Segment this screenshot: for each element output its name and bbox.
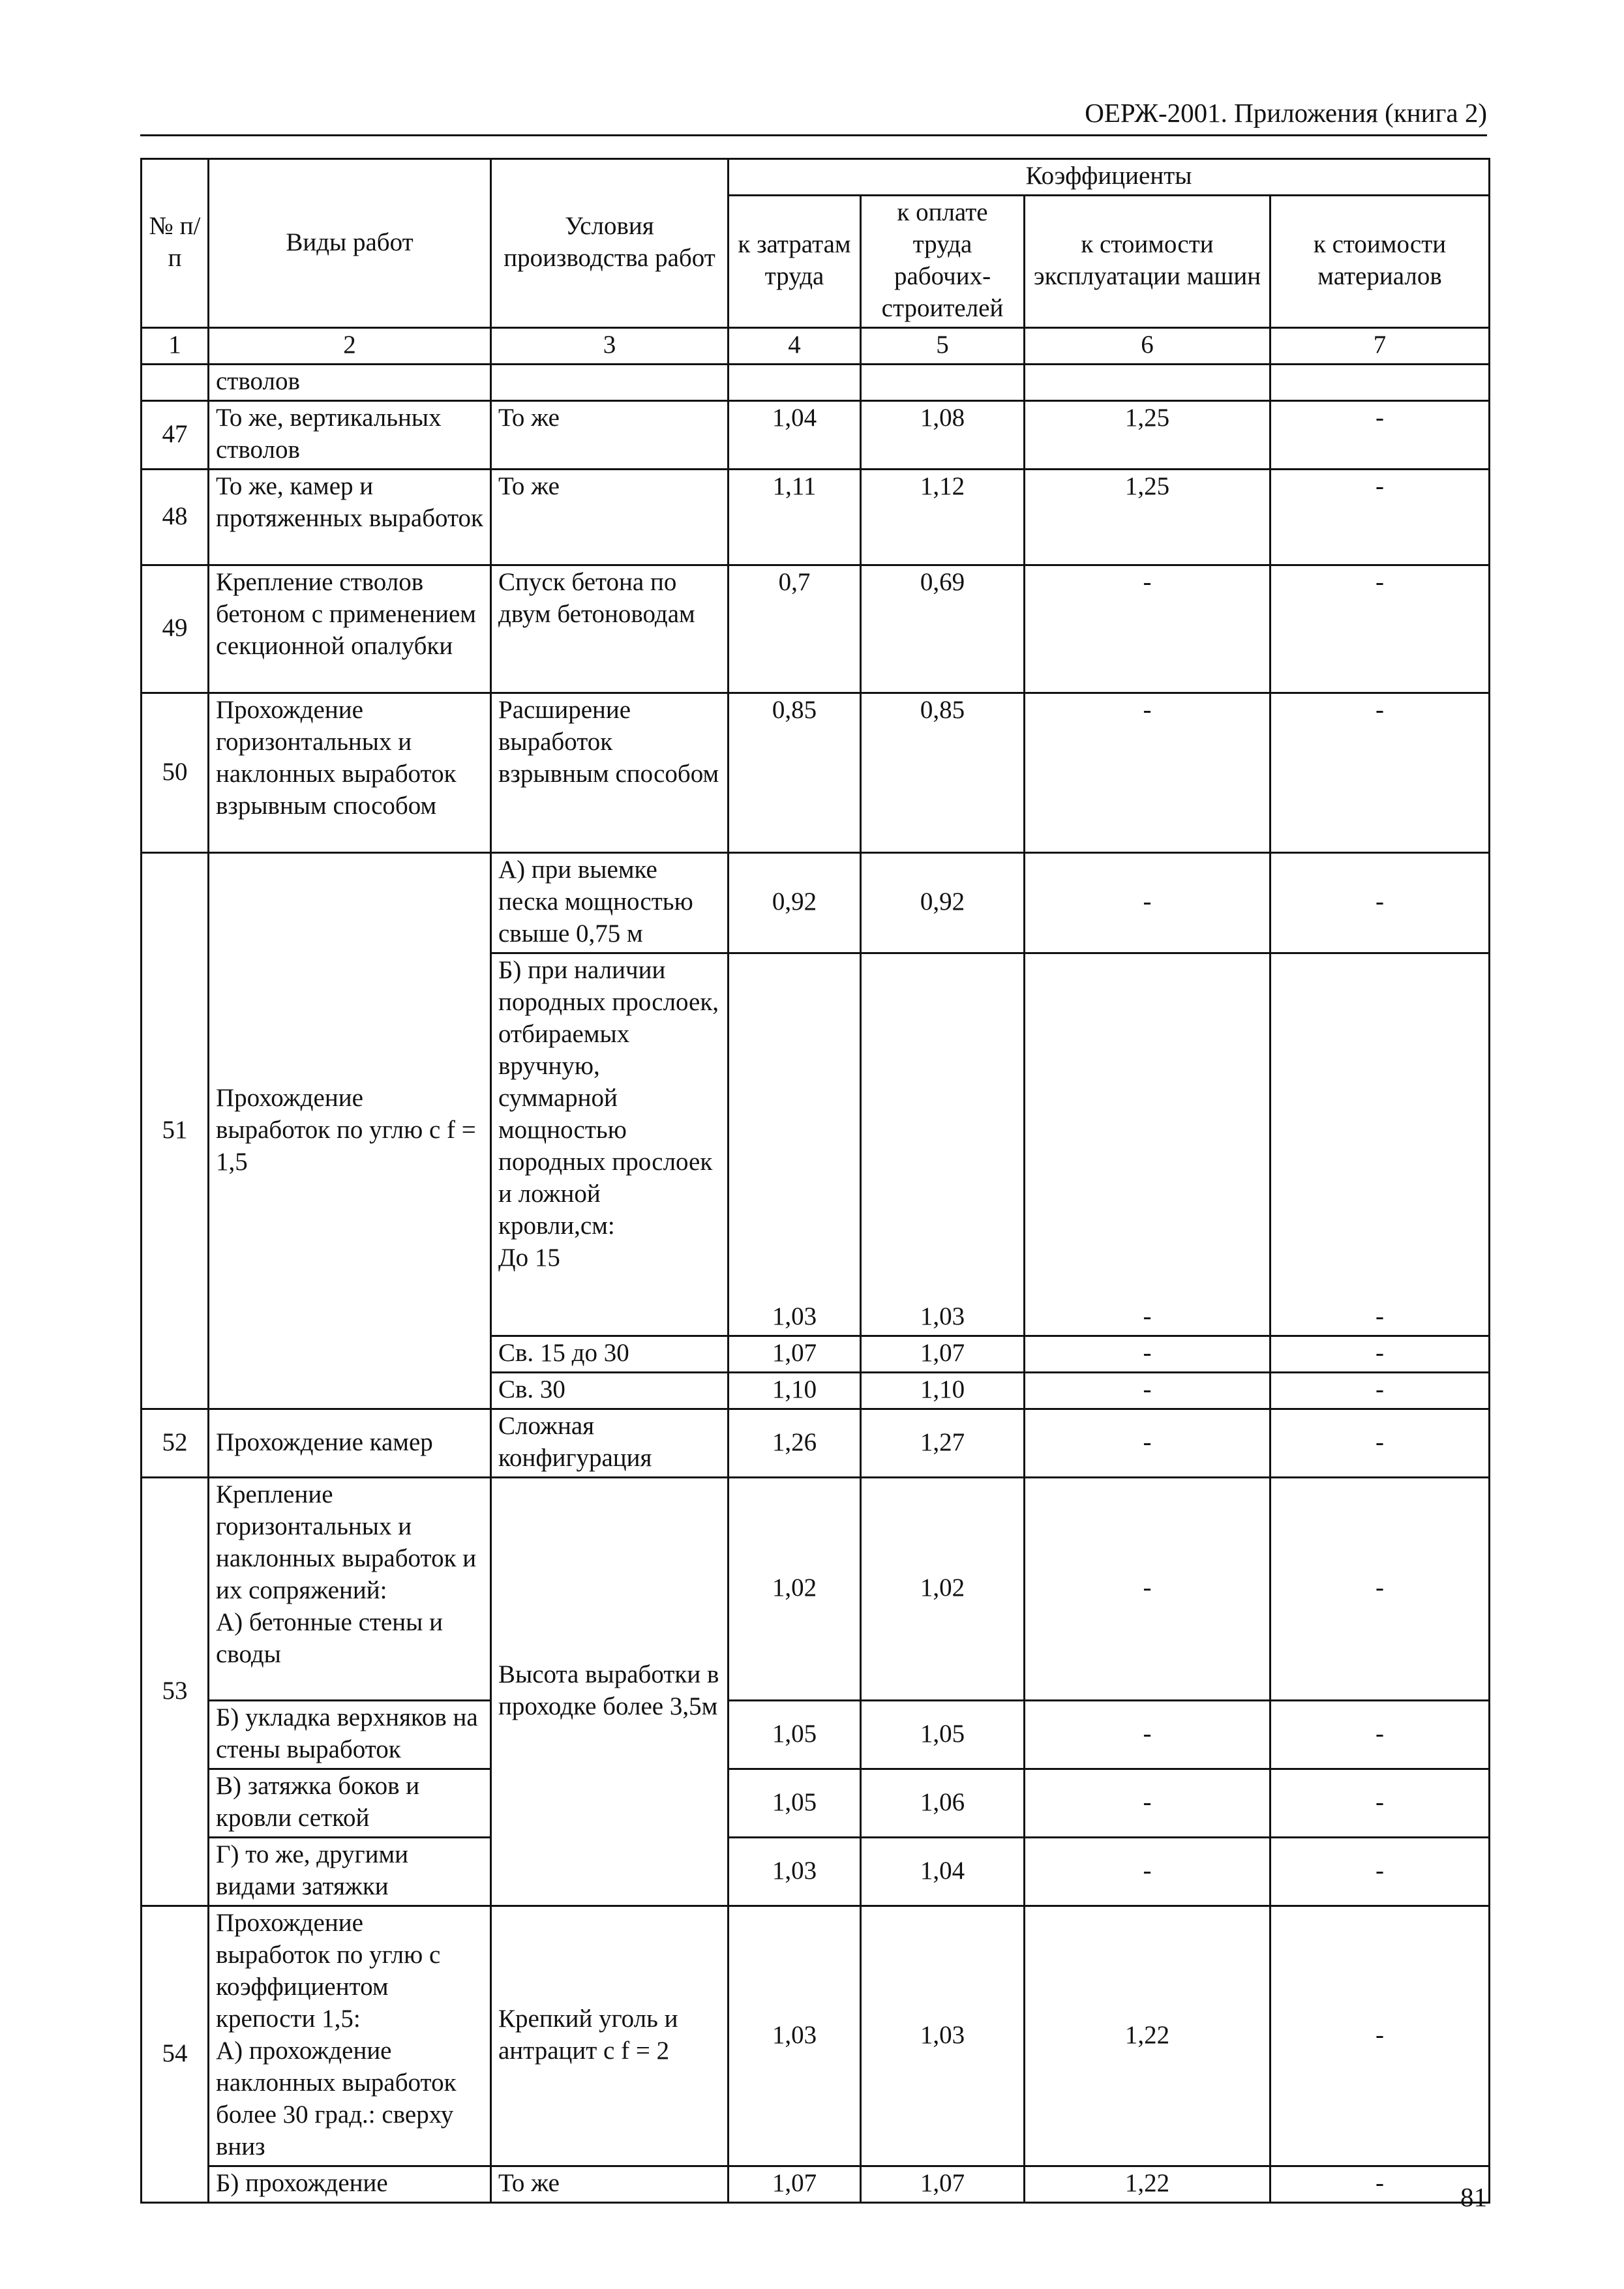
table-row: [142, 565, 1490, 693]
row-k5: 1,03: [861, 1906, 1025, 2166]
row-kind: [209, 1906, 491, 2166]
colnum-5: 5: [861, 328, 1025, 365]
row-k7: -: [1271, 693, 1490, 853]
table-row: [142, 365, 1490, 401]
row-kind: Прохождение горизонтальных и наклонных выработок взрывным способом: [209, 693, 491, 853]
row-number: 50: [142, 693, 209, 853]
row-k5: 0,69: [861, 565, 1025, 693]
row-k6: -: [1025, 1769, 1271, 1838]
row-k4: 0,85: [729, 693, 861, 853]
row-k6: -: [1025, 1838, 1271, 1906]
row-kind: Г) то же, другими видами затяжки: [209, 1838, 491, 1906]
row-number: 51: [142, 853, 209, 1409]
row-k7: -: [1271, 853, 1490, 953]
row-kind: Б) прохождение: [209, 2166, 491, 2203]
row-k4: 1,02: [729, 1478, 861, 1701]
row-k6: 1,25: [1025, 470, 1271, 565]
row-condition: Высота выработки в проходке более 3,5м: [491, 1478, 729, 1906]
row-k4: 1,07: [729, 1336, 861, 1373]
row-k6: -: [1025, 1701, 1271, 1769]
row-kind: [209, 1478, 491, 1701]
page-number: 81: [1460, 2182, 1487, 2212]
row-kind: Б) укладка верхняков на стены выработок: [209, 1701, 491, 1769]
header-kind: Виды работ: [209, 159, 491, 328]
row-k7: -: [1271, 1906, 1490, 2166]
row-k5: 0,92: [861, 853, 1025, 953]
row-condition: Расширение выработок взрывным способом: [491, 693, 729, 853]
row-k4: 1,26: [729, 1409, 861, 1478]
row-k4: 1,03: [729, 953, 861, 1336]
column-number-row: [142, 328, 1490, 365]
table-row: [142, 1906, 1490, 2166]
row-condition: [491, 953, 729, 1336]
row-k4: 1,11: [729, 470, 861, 565]
row-k7: -: [1271, 1701, 1490, 1769]
header-cond: Условия производства работ: [491, 159, 729, 328]
table-row: [142, 401, 1490, 470]
header-coefficients: Коэффициенты: [729, 159, 1490, 196]
row-k4: 0,7: [729, 565, 861, 693]
row-k5: 1,08: [861, 401, 1025, 470]
row-k6: -: [1025, 1478, 1271, 1701]
colnum-2: 2: [209, 328, 491, 365]
header-k4: к затратам труда: [729, 196, 861, 328]
row-k4: 0,92: [729, 853, 861, 953]
row-number: 52: [142, 1409, 209, 1478]
row-number: 53: [142, 1478, 209, 1906]
row-k5: 0,85: [861, 693, 1025, 853]
row-k6: 1,25: [1025, 401, 1271, 470]
row-k7: -: [1271, 953, 1490, 1336]
table-row: [142, 1409, 1490, 1478]
row-k4: 1,03: [729, 1906, 861, 2166]
row-k6: -: [1025, 853, 1271, 953]
row-k4: 1,04: [729, 401, 861, 470]
colnum-6: 6: [1025, 328, 1271, 365]
row-k6: -: [1025, 1336, 1271, 1373]
row-kind: Прохождение выработок по углю с f = 1,5: [209, 853, 491, 1409]
row-k4: 1,03: [729, 1838, 861, 1906]
row-k7: -: [1271, 565, 1490, 693]
row-condition: Св. 30: [491, 1373, 729, 1409]
row-kind: стволов: [209, 365, 491, 401]
row-number: 47: [142, 401, 209, 470]
row-k6: 1,22: [1025, 2166, 1271, 2203]
row-k5: 1,04: [861, 1838, 1025, 1906]
row-condition: Св. 15 до 30: [491, 1336, 729, 1373]
row-condition: Сложная конфигурация: [491, 1409, 729, 1478]
table-row: [142, 1701, 1490, 1769]
row-k7: -: [1271, 1478, 1490, 1701]
row-k5: 1,27: [861, 1409, 1025, 1478]
row-k5: 1,06: [861, 1769, 1025, 1838]
row-kind: Прохождение камер: [209, 1409, 491, 1478]
row-condition: То же: [491, 470, 729, 565]
kind-text: Прохождение выработок по углю с коэффициентом крепости 1,5:: [216, 1909, 441, 2033]
row-k6: -: [1025, 1409, 1271, 1478]
header-num: № п/п: [142, 159, 209, 328]
row-k7: -: [1271, 1373, 1490, 1409]
row-k5: 1,10: [861, 1373, 1025, 1409]
row-condition: То же: [491, 2166, 729, 2203]
condition-subvalue: До 15: [498, 1244, 560, 1272]
header-row: [142, 159, 1490, 196]
colnum-1: 1: [142, 328, 209, 365]
running-header: ОЕРЖ-2001. Приложения (книга 2): [140, 97, 1487, 136]
row-condition: А) при выемке песка мощностью свыше 0,75 м: [491, 853, 729, 953]
row-number: 48: [142, 470, 209, 565]
row-condition: Спуск бетона по двум бетоноводам: [491, 565, 729, 693]
row-k6: -: [1025, 693, 1271, 853]
row-k7: -: [1271, 1409, 1490, 1478]
row-k5: 1,05: [861, 1701, 1025, 1769]
condition-text: Б) при наличии породных прослоек, отбираемых вручную, суммарной мощностью породных прослоек и ложной кровли,см:: [498, 956, 719, 1240]
table-row: [142, 470, 1490, 565]
row-k5: 1,02: [861, 1478, 1025, 1701]
row-k7: -: [1271, 2166, 1490, 2203]
kind-subitem: А) прохождение наклонных выработок более 30 град.: сверху вниз: [216, 2037, 457, 2161]
header-k5: к оплате труда рабочих-строителей: [861, 196, 1025, 328]
table-row: [142, 2166, 1490, 2203]
row-k4: 1,05: [729, 1701, 861, 1769]
row-k5: 1,12: [861, 470, 1025, 565]
row-kind: То же, вертикальных стволов: [209, 401, 491, 470]
row-k5: 1,07: [861, 1336, 1025, 1373]
table-row: [142, 853, 1490, 953]
row-k5: 1,03: [861, 953, 1025, 1336]
row-k5: 1,07: [861, 2166, 1025, 2203]
row-kind: То же, камер и протяженных выработок: [209, 470, 491, 565]
row-number: 49: [142, 565, 209, 693]
table-row: [142, 1769, 1490, 1838]
table-row: [142, 1838, 1490, 1906]
coefficients-table: [140, 158, 1490, 2204]
row-kind: В) затяжка боков и кровли сеткой: [209, 1769, 491, 1838]
row-kind: Крепление стволов бетоном с применением секционной опалубки: [209, 565, 491, 693]
row-k7: -: [1271, 401, 1490, 470]
table-row: [142, 693, 1490, 853]
row-k7: -: [1271, 1769, 1490, 1838]
kind-text: Крепление горизонтальных и наклонных выработок и их сопряжений:: [216, 1480, 477, 1604]
row-k6: -: [1025, 565, 1271, 693]
row-number: 54: [142, 1906, 209, 2203]
row-k7: -: [1271, 1336, 1490, 1373]
row-k7: -: [1271, 1838, 1490, 1906]
row-k6: -: [1025, 1373, 1271, 1409]
header-k7: к стоимости материалов: [1271, 196, 1490, 328]
row-condition: Крепкий уголь и антрацит с f = 2: [491, 1906, 729, 2166]
colnum-7: 7: [1271, 328, 1490, 365]
colnum-4: 4: [729, 328, 861, 365]
colnum-3: 3: [491, 328, 729, 365]
row-condition: То же: [491, 401, 729, 470]
row-k6: -: [1025, 953, 1271, 1336]
row-k6: 1,22: [1025, 1906, 1271, 2166]
row-k4: 1,10: [729, 1373, 861, 1409]
header-k6: к стоимости эксплуатации машин: [1025, 196, 1271, 328]
row-k4: 1,05: [729, 1769, 861, 1838]
row-k7: -: [1271, 470, 1490, 565]
table-row: [142, 1478, 1490, 1701]
kind-subitem: А) бетонные стены и своды: [216, 1608, 443, 1668]
row-k4: 1,07: [729, 2166, 861, 2203]
